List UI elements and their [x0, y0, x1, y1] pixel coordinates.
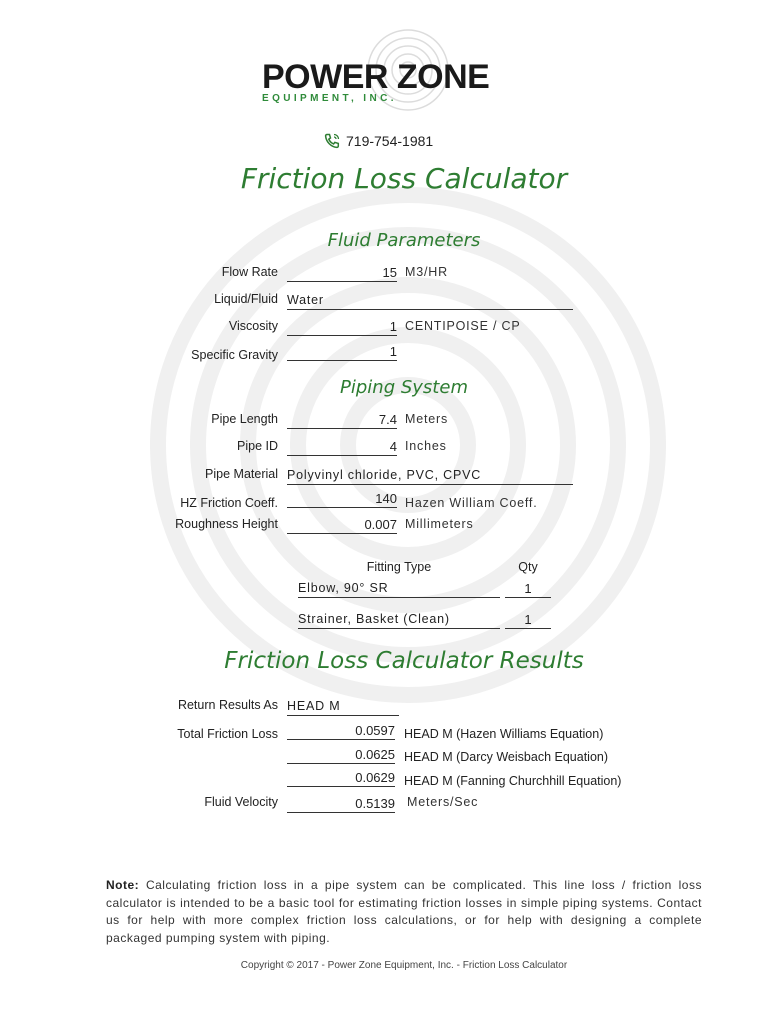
- viscosity-value: 1: [389, 319, 397, 334]
- total-friction-loss-label: Total Friction Loss: [177, 727, 278, 741]
- hz-coeff-field[interactable]: [287, 490, 397, 508]
- pipe-material-value: Polyvinyl chloride, PVC, CPVC: [287, 468, 482, 482]
- note-lead: Note:: [106, 878, 140, 892]
- return-as-label: Return Results As: [177, 698, 278, 712]
- fitting-type-field[interactable]: [298, 580, 500, 598]
- brand-logo: [0, 30, 768, 110]
- fluid-velocity-value: [287, 795, 395, 813]
- phone-number[interactable]: [324, 133, 433, 149]
- pipe-id-label: Pipe ID: [237, 439, 278, 453]
- friction-loss-number: 0.0597: [355, 723, 395, 738]
- pipe-id-field[interactable]: [287, 438, 397, 456]
- friction-loss-desc-hazen: HEAD M (Hazen Williams Equation): [404, 727, 604, 741]
- viscosity-unit: CENTIPOISE / CP: [405, 319, 521, 333]
- roughness-field[interactable]: [287, 516, 397, 534]
- results-section-heading: Friction Loss Calculator Results: [224, 648, 584, 674]
- fitting-type-field[interactable]: [298, 611, 500, 629]
- liquid-field[interactable]: [287, 292, 573, 310]
- copyright: Copyright © 2017 - Power Zone Equipment, Inc. - Friction Loss Calculator: [240, 960, 568, 971]
- pipe-length-field[interactable]: [287, 411, 397, 429]
- friction-loss-number: 0.0629: [355, 770, 395, 785]
- specific-gravity-field[interactable]: [287, 343, 397, 361]
- flow-rate-label: Flow Rate: [221, 265, 278, 279]
- specific-gravity-label: Specific Gravity: [191, 348, 278, 362]
- fitting-qty-header: Qty: [518, 560, 538, 574]
- pipe-material-label: Pipe Material: [205, 467, 278, 481]
- note-text: Calculating friction loss in a pipe system can be complicated. This line loss / friction loss calculator is intended to be a basic tool for estimating friction losses in simple piping systems. Contact us for help with more complex friction loss calculations, or for help with designing a complete packaged pumping system with piping.: [106, 878, 702, 945]
- piping-section-heading: Piping System: [340, 377, 468, 398]
- flow-rate-field[interactable]: [287, 264, 397, 282]
- fitting-qty-field[interactable]: [505, 580, 551, 598]
- pipe-length-unit: Meters: [405, 412, 449, 426]
- friction-loss-desc-fanning: HEAD M (Fanning Churchhill Equation): [404, 774, 622, 788]
- fitting-type-value: Strainer, Basket (Clean): [298, 612, 450, 626]
- viscosity-field[interactable]: [287, 318, 397, 336]
- liquid-label: Liquid/Fluid: [214, 292, 278, 306]
- pipe-material-field[interactable]: [287, 467, 573, 485]
- logo-wordmark: POWER ZONE: [262, 58, 490, 96]
- fitting-qty-value: 1: [524, 612, 532, 627]
- phone-icon: [324, 133, 340, 149]
- page-title: Friction Loss Calculator: [240, 162, 568, 195]
- fitting-qty-field[interactable]: [505, 611, 551, 629]
- pipe-length-value: 7.4: [378, 412, 397, 427]
- disclaimer-note: [106, 877, 702, 947]
- viscosity-label: Viscosity: [228, 319, 278, 333]
- roughness-unit: Millimeters: [405, 517, 474, 531]
- fluid-velocity-label: Fluid Velocity: [204, 795, 278, 809]
- return-as-value: HEAD M: [287, 699, 341, 713]
- specific-gravity-value: 1: [389, 344, 397, 359]
- hz-coeff-label: HZ Friction Coeff.: [180, 496, 278, 510]
- fitting-type-header: Fitting Type: [366, 560, 432, 574]
- pipe-id-unit: Inches: [405, 439, 447, 453]
- roughness-label: Roughness Height: [175, 517, 278, 531]
- fluid-velocity-unit: Meters/Sec: [407, 795, 479, 809]
- fitting-qty-value: 1: [524, 581, 532, 596]
- fluid-section-heading: Fluid Parameters: [327, 230, 481, 251]
- fluid-velocity-number: 0.5139: [355, 796, 395, 811]
- friction-loss-number: 0.0625: [355, 747, 395, 762]
- flow-rate-unit: M3/HR: [405, 265, 448, 279]
- return-as-select[interactable]: [287, 698, 399, 716]
- friction-loss-desc-darcy: HEAD M (Darcy Weisbach Equation): [404, 750, 609, 764]
- logo-tagline: EQUIPMENT, INC.: [262, 93, 397, 104]
- phone-text: 719-754-1981: [346, 133, 434, 149]
- pipe-length-label: Pipe Length: [211, 412, 278, 426]
- liquid-value: Water: [287, 293, 324, 307]
- friction-loss-value-hazen: [287, 722, 395, 740]
- friction-loss-value-fanning: [287, 769, 395, 787]
- fitting-type-value: Elbow, 90° SR: [298, 581, 389, 595]
- hz-coeff-unit: Hazen William Coeff.: [405, 496, 538, 510]
- flow-rate-value: 15: [382, 265, 397, 280]
- friction-loss-value-darcy: [287, 746, 395, 764]
- pipe-id-value: 4: [389, 439, 397, 454]
- roughness-value: 0.007: [364, 517, 397, 532]
- hz-coeff-value: 140: [375, 491, 397, 506]
